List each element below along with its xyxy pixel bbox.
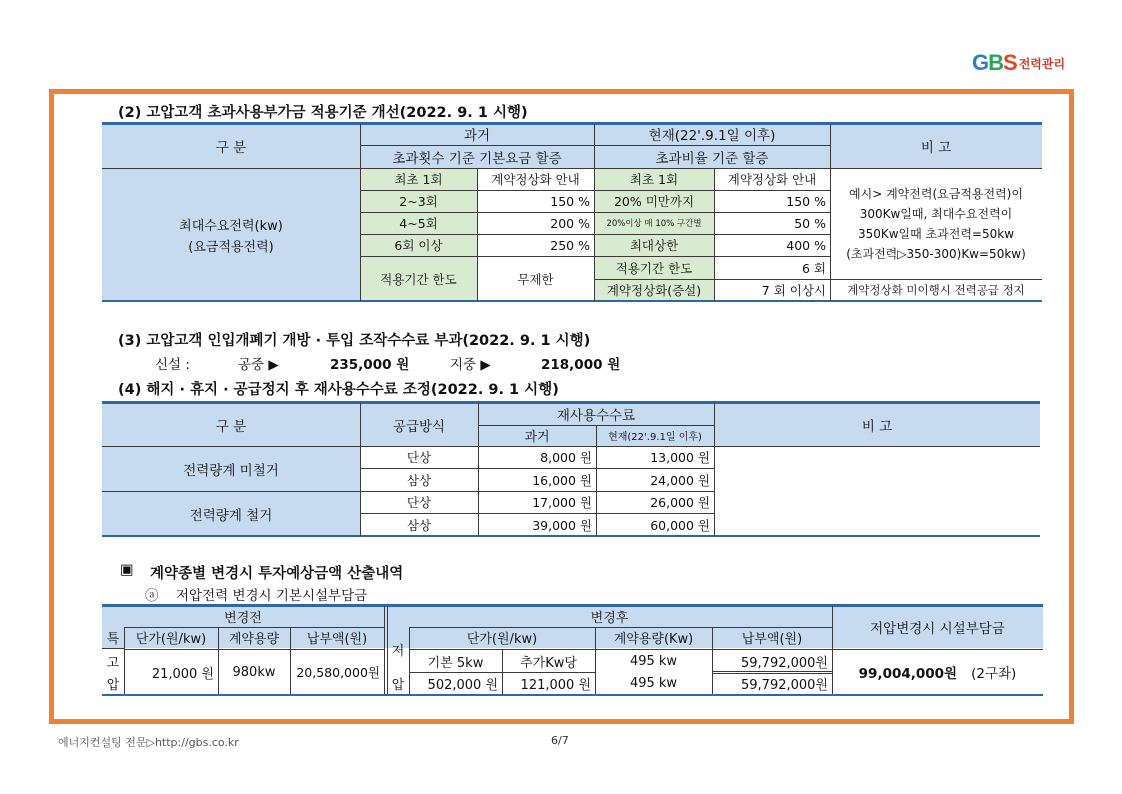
g2-r1-past: 17,000 원 [532,495,592,510]
logo-letter-g: G [972,50,989,75]
now-row-2-label: 20% 미만까지 [613,194,695,209]
past-row-1-label: 최초 1회 [394,172,443,187]
hdr-method: 공급방식 [392,418,446,435]
past-row-4-label: 6회 이상 [394,238,443,253]
now-row-2-value: 150 % [786,193,826,209]
g1-r2-now: 24,000 원 [650,472,710,488]
past-row-5-value: 무제한 [517,271,554,287]
now-row-6-value: 7 회 이상시 [761,283,826,298]
g2-r2-past: 39,000 원 [532,517,592,533]
logo-letter-s: S [1003,50,1017,75]
underground-label: 지중 ▶ [450,357,491,373]
underground-fee: 218,000 원 [541,357,621,373]
hdr-now: 현재(22'.9.1일 이후) [648,128,776,144]
past-row-3-value: 200 % [550,215,590,231]
past-row-2-value: 150 % [550,193,590,209]
cap-value: 980kw [232,664,276,680]
section-3-heading: (3) 고압고객 인입개폐기 개방 · 투입 조작수수료 부과(2022. 9. 1 시행) [118,333,591,349]
section-2-heading: (2) 고압고객 초과사용부가금 적용기준 개선(2022. 9. 1 시행) [118,105,528,121]
section-5-mark: ▣ [120,562,134,578]
section-4-heading: (4) 해지 · 휴지 · 공급정지 후 재사용수수료 조정(2022. 9. 1 시행) [118,382,559,398]
total-note: (2구좌) [971,666,1017,682]
g1-r2-past: 16,000 원 [532,472,592,488]
hdr-unit: 단가(원/kw) [135,632,207,647]
hdr-note: 비 고 [920,140,952,156]
hdr-before: 변경전 [224,611,262,626]
hdr-now-sub: 초과비율 기준 할증 [655,151,769,167]
now-row-5-label: 적용기간 한도 [615,260,693,276]
g2-r2-method: 삼상 [406,517,432,533]
hdr-cap: 계약용량 [228,632,280,647]
now-row-4-label: 최대상한 [629,238,679,253]
row-label-line2: (요금적용전력) [188,239,274,255]
base-label: 기본 5kw [427,655,484,671]
note-last: 계약정상화 미이행시 전력공급 정지 [847,283,1025,297]
now-row-4-value: 400 % [786,237,826,253]
note-line-2: 300Kw일때, 최대수요전력이 [859,206,1013,221]
hdr-past-sub: 초과횟수 기준 기본요금 할증 [392,151,562,167]
side-left-3: 압 [106,677,120,693]
note-line-3: 350Kw일때 초과전력=50kw [857,226,1015,241]
hdr-paid: 납부액(원) [306,632,368,647]
page-number: 6/7 [551,734,569,747]
note-line-4: (초과전력▷350-300)Kw=50kw) [846,246,1026,261]
sub-heading: 저압전력 변경시 기본시설부담금 [176,588,368,604]
side-left-2: 고 [106,655,120,671]
sub-mark: ⓐ [145,588,159,604]
overhead-fee: 235,000 원 [330,357,410,373]
add-value: 121,000 원 [520,677,591,693]
cap2-row1: 495 kw [629,653,678,669]
footer-text: 에너지컨설팅 전문▷http://gbs.co.kr [58,736,239,749]
group-1-label: 전력량계 미철거 [183,462,279,479]
past-row-1-value: 계약정상화 안내 [491,172,580,187]
now-row-3-label: 20%이상 매 10% 구간별 [606,219,702,229]
cap2-row2: 495 kw [629,675,678,691]
g1-r1-past: 8,000 원 [540,450,592,465]
now-row-1-label: 최초 1회 [629,172,679,187]
paid2-row1: 59,792,000원 [741,655,828,671]
paid2-row2: 59,792,000원 [741,677,828,693]
paid-value: 20,580,000원 [296,665,380,680]
logo-letter-b: B [988,50,1004,75]
past-row-5-label: 적용기간 한도 [380,271,457,287]
section-5-heading: 계약종별 변경시 투자예상금액 산출내역 [150,566,404,582]
g1-r1-method: 단상 [406,450,432,465]
hdr-past: 과거 [524,430,550,445]
note-line-1: 예시> 계약전력(요금적용전력)이 [849,186,1023,201]
g1-r2-method: 삼상 [406,472,432,488]
hdr-unit-2: 단가(원/kw) [466,632,538,647]
side-left-1: 특 [106,632,120,647]
now-row-5-value: 6 회 [801,260,826,276]
hdr-paid-2: 납부액(원) [741,632,803,647]
past-row-4-value: 250 % [550,237,590,253]
now-row-6-label: 계약정상화(증설) [606,283,702,298]
now-row-3-value: 50 % [794,215,826,231]
unit-value: 21,000 원 [151,666,214,682]
logo-text: 전력관리 [1018,57,1066,71]
past-row-3-label: 4~5회 [399,216,438,231]
overhead-label: 공중 ▶ [238,357,279,373]
past-row-2-label: 2~3회 [399,194,438,209]
g2-r1-method: 단상 [406,495,432,510]
hdr-note: 비 고 [861,418,893,435]
g1-r1-now: 13,000 원 [650,450,710,465]
hdr-total: 저압변경시 시설부담금 [870,621,1005,637]
total-cell [832,650,1043,694]
hdr-gubun: 구 분 [215,140,247,156]
side-right-1: 저 [391,643,405,659]
row-label-line1: 최대수요전력(kw) [179,218,283,234]
add-label: 추가Kw당 [520,655,577,671]
base-value: 502,000 원 [427,677,498,693]
hdr-after: 변경후 [590,611,629,626]
group-2-label: 전력량계 철거 [189,507,273,524]
now-row-1-value: 계약정상화 안내 [727,172,817,187]
hdr-fee: 재사용수수료 [556,408,636,424]
hdr-past: 과거 [463,128,491,144]
g2-r2-now: 60,000 원 [650,517,710,533]
hdr-cap-2: 계약용량(Kw) [613,632,694,647]
hdr-gubun: 구 분 [215,418,247,435]
total-value: 99,004,000원 [858,666,958,682]
new-label: 신설 : [155,357,190,373]
side-right-2: 압 [391,677,405,693]
hdr-now: 현재(22'.9.1일 이후) [608,432,702,443]
gbs-logo [972,48,1065,74]
g2-r1-now: 26,000 원 [650,495,710,510]
